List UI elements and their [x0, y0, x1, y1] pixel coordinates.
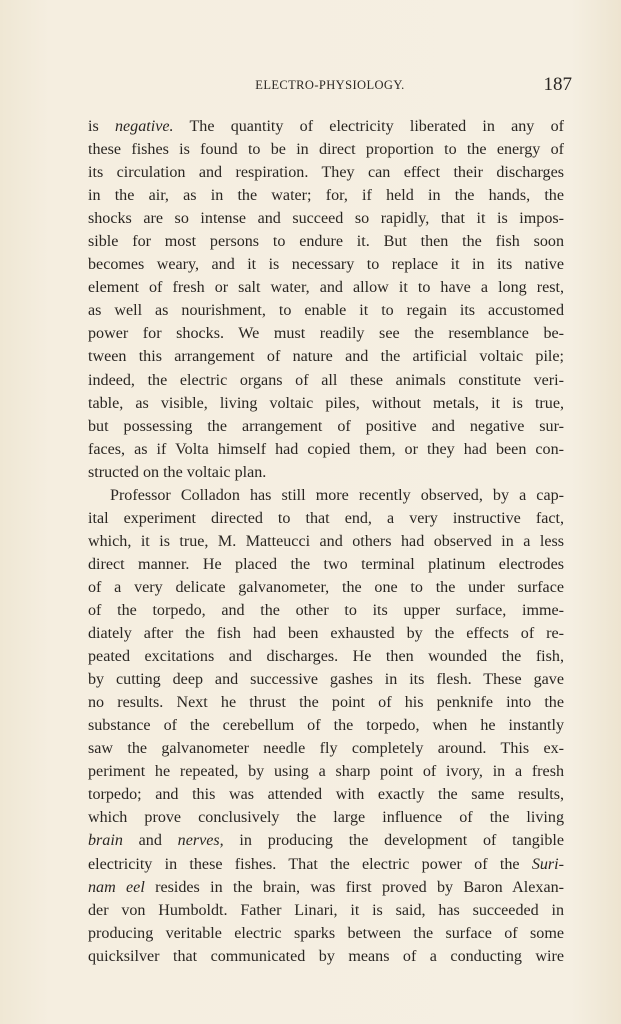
text-line: no results. Next he thrust the point of his penknife into the [88, 694, 564, 712]
text-line: its circulation and respiration. They can effect their discharges [88, 164, 564, 182]
text-line: brain and nerves, in producing the development of tangible [88, 832, 564, 850]
text-line: structed on the voltaic plan. [88, 463, 267, 481]
page-header [88, 74, 572, 98]
text-line: electricity in these fishes. That the electric power of the Suri- [88, 855, 564, 873]
text-line: substance of the cerebellum of the torpedo, when he instantly [88, 717, 564, 735]
text-line: power for shocks. We must readily see the resemblance be- [88, 325, 564, 343]
text-line: ital experiment directed to that end, a very instructive fact, [88, 509, 564, 527]
text-line: by cutting deep and successive gashes in its flesh. These gave [88, 671, 564, 689]
text-line: saw the galvanometer needle fly completely around. This ex- [88, 740, 564, 758]
text-line: these fishes is found to be in direct proportion to the energy of [88, 141, 564, 159]
text-line: shocks are so intense and succeed so rapidly, that it is impos- [88, 210, 564, 228]
text-line: of a very delicate galvanometer, the one to the under surface [88, 578, 564, 596]
text-line: faces, as if Volta himself had copied them, or they had been con- [88, 440, 564, 458]
text-line: indeed, the electric organs of all these animals constitute veri- [88, 371, 564, 389]
text-line: becomes weary, and it is necessary to replace it in its native [88, 256, 564, 274]
text-line: tween this arrangement of nature and the artificial voltaic pile; [88, 348, 564, 366]
text-line: which, it is true, M. Matteucci and others had observed in a less [88, 532, 564, 550]
text-line: in the air, as in the water; for, if held in the hands, the [88, 187, 564, 205]
text-line: peated excitations and discharges. He then wounded the fish, [88, 648, 564, 666]
text-line: as well as nourishment, to enable it to regain its accustomed [88, 302, 564, 320]
text-line: producing veritable electric sparks between the surface of some [88, 924, 564, 942]
text-line: sible for most persons to endure it. But then the fish soon [88, 233, 564, 251]
text-line: table, as visible, living voltaic piles, without metals, it is true, [88, 394, 564, 412]
text-line: diately after the fish had been exhausted by the effects of re- [88, 625, 564, 643]
text-line: element of fresh or salt water, and allow it to have a long rest, [88, 279, 564, 297]
text-line: quicksilver that communicated by means of a conducting wire [88, 947, 564, 965]
page-number: 187 [543, 74, 572, 95]
text-line: of the torpedo, and the other to its upper surface, imme- [88, 601, 564, 619]
text-line: nam eel resides in the brain, was first proved by Baron Alexan- [88, 878, 564, 896]
text-line: direct manner. He placed the two terminal platinum electrodes [88, 555, 564, 573]
text-line: torpedo; and this was attended with exactly the same results, [88, 786, 564, 804]
text-line: is negative. The quantity of electricity liberated in any of [88, 118, 564, 135]
text-line: der von Humboldt. Father Linari, it is said, has succeeded in [88, 901, 564, 919]
running-head: ELECTRO-PHYSIOLOGY. [255, 78, 405, 92]
text-line: but possessing the arrangement of positive and negative sur- [88, 417, 564, 435]
text-line: which prove conclusively the large influence of the living [88, 809, 564, 827]
body-text [88, 115, 564, 968]
text-line: Professor Colladon has still more recently observed, by a cap- [110, 486, 564, 504]
text-line: periment he repeated, by using a sharp point of ivory, in a fresh [88, 763, 564, 781]
